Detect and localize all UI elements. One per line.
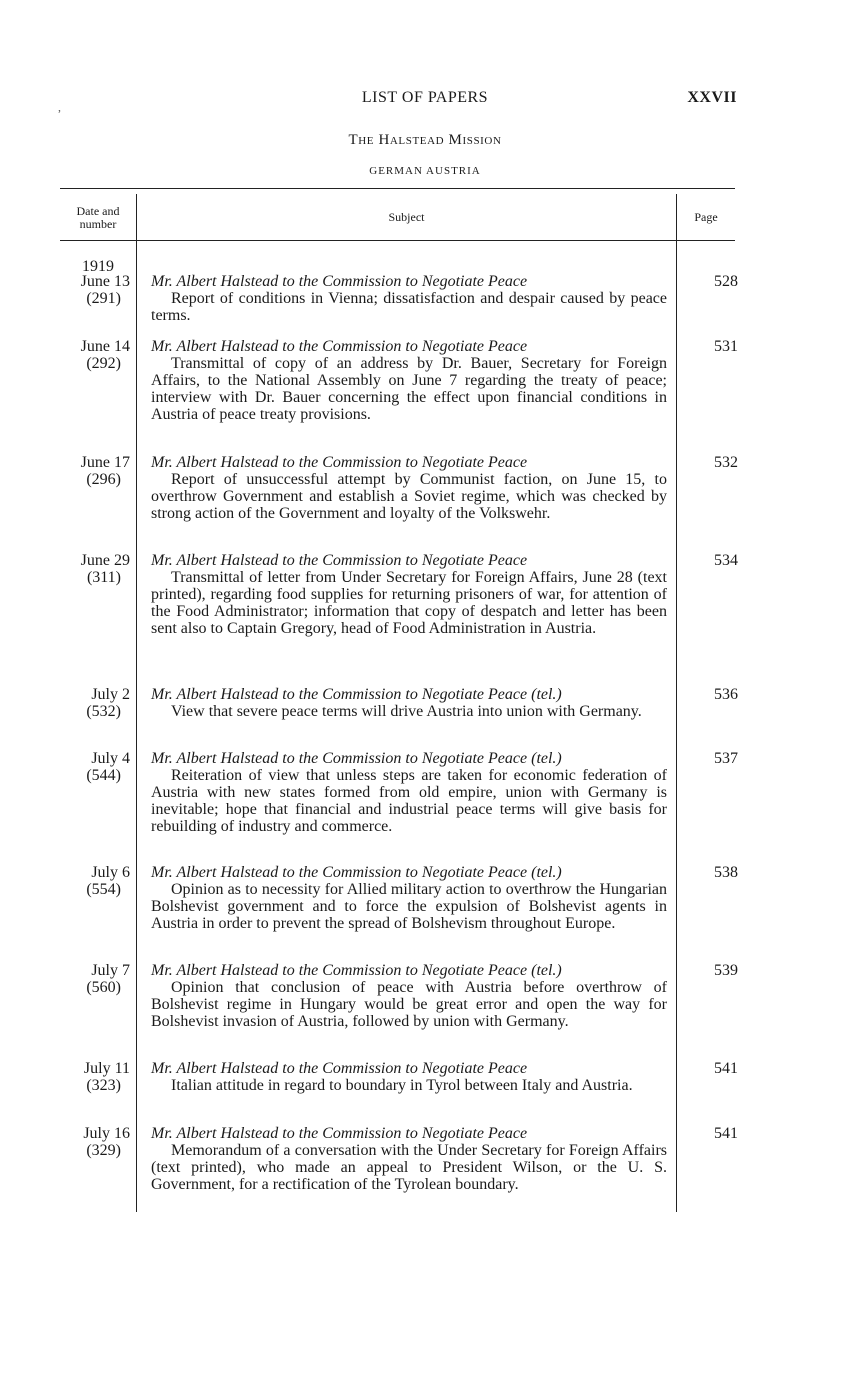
- entry-description: Memorandum of a conversation with the Under Secretary for Foreign Affairs (text printed), who made an appeal to President Wilson, or the U. S. Government, for a rectification of the Tyrolean boundary.: [151, 1142, 667, 1193]
- header-date-number: [60, 205, 136, 231]
- entry-title: Mr. Albert Halstead to the Commission to Negotiate Peace: [151, 1125, 528, 1142]
- entry-date: June 13: [80, 273, 130, 290]
- entry-title: Mr. Albert Halstead to the Commission to Negotiate Peace: [151, 1060, 528, 1077]
- entry-description: Reiteration of view that unless steps are taken for economic federation of Austria with new states formed from old empire, union with Germany is inevitable; hope that financial and industrial peace terms will give basis for rebuilding of industry and commerce.: [151, 767, 667, 835]
- entry-date: July 7: [91, 962, 130, 979]
- entry-page: 541: [714, 1060, 738, 1077]
- entry-number: (291): [86, 290, 121, 307]
- entry-number: (554): [86, 881, 121, 898]
- entry-number: (292): [86, 355, 121, 372]
- column-divider-page: [676, 194, 677, 1212]
- entry-description: Transmittal of letter from Under Secretary for Foreign Affairs, June 28 (text printed), regarding food supplies for returning prisoners of war, for attention of the Food Administrator; information that copy of despatch and letter has been sent also to Captain Gregory, head of Food Administration in Austria.: [151, 569, 667, 637]
- entry-page: 532: [714, 454, 738, 471]
- entry-number: (329): [86, 1142, 121, 1159]
- entry-subject: [151, 1125, 667, 1193]
- entry-title: Mr. Albert Halstead to the Commission to Negotiate Peace: [151, 552, 528, 569]
- entry-date-number: [60, 338, 130, 372]
- entry-date-number: [60, 686, 130, 720]
- entry-title: Mr. Albert Halstead to the Commission to Negotiate Peace: [151, 273, 528, 290]
- entry-subject: [151, 552, 667, 637]
- entry-description: View that severe peace terms will drive Austria into union with Germany.: [171, 703, 642, 720]
- section-subtitle: GERMAN AUSTRIA: [369, 165, 481, 177]
- header-subject: Subject: [388, 210, 425, 224]
- entry-title: Mr. Albert Halstead to the Commission to Negotiate Peace (tel.): [151, 750, 562, 767]
- entry-subject: [151, 962, 667, 1030]
- entry-date: July 2: [91, 686, 130, 703]
- header-page: Page: [694, 210, 718, 224]
- entry-subject: [151, 686, 667, 720]
- header-date-line2: number: [79, 217, 117, 231]
- entry-title: Mr. Albert Halstead to the Commission to Negotiate Peace (tel.): [151, 962, 562, 979]
- entry-description: Italian attitude in regard to boundary in Tyrol between Italy and Austria.: [171, 1077, 633, 1094]
- entry-date: July 11: [83, 1060, 130, 1077]
- running-head: [0, 89, 850, 111]
- entry-description: Transmittal of copy of an address by Dr. Bauer, Secretary for Foreign Affairs, to the National Assembly on June 7 regarding the treaty of peace; interview with Dr. Bauer concerning the effect upon financial conditions in Austria of peace treaty provisions.: [151, 355, 667, 423]
- entry-subject: [151, 454, 667, 522]
- entry-date-number: [60, 1060, 130, 1094]
- header-date-line1: Date and: [76, 204, 120, 218]
- entry-number: (544): [86, 767, 121, 784]
- entry-date: June 17: [80, 454, 130, 471]
- entry-date-number: [60, 1125, 130, 1159]
- entry-description: Opinion that conclusion of peace with Austria before overthrow of Bolshevist regime in Hungary would be great error and open the way for Bolshevist invasion of Austria, followed by union with Germany.: [151, 979, 667, 1030]
- entry-date-number: [60, 864, 130, 898]
- entry-title: Mr. Albert Halstead to the Commission to Negotiate Peace: [151, 338, 528, 355]
- entry-page: 536: [714, 686, 738, 703]
- running-title: LIST OF PAPERS: [361, 89, 489, 106]
- entry-subject: [151, 1060, 667, 1094]
- entry-number: (560): [86, 979, 121, 996]
- entry-date: June 14: [80, 338, 130, 355]
- entry-date: July 16: [83, 1125, 130, 1142]
- year-label: 1919: [82, 258, 114, 275]
- entry-date-number: [60, 454, 130, 488]
- stray-mark: ,: [58, 100, 61, 114]
- entry-description: Report of conditions in Vienna; dissatisfaction and despair caused by peace terms.: [151, 290, 667, 324]
- entry-page: 528: [714, 273, 738, 290]
- entry-date: July 6: [91, 864, 130, 881]
- entry-number: (296): [86, 471, 121, 488]
- entry-subject: [151, 338, 667, 423]
- entry-page: 541: [714, 1125, 738, 1142]
- page-numeral: XXVII: [687, 89, 737, 106]
- entry-date-number: [60, 962, 130, 996]
- entry-page: 538: [714, 864, 738, 881]
- entry-date: July 4: [91, 750, 130, 767]
- entry-page: 539: [714, 962, 738, 979]
- entry-number: (323): [86, 1077, 121, 1094]
- entry-title: Mr. Albert Halstead to the Commission to Negotiate Peace (tel.): [151, 686, 562, 703]
- entry-date-number: [60, 552, 130, 586]
- entry-number: (311): [86, 569, 121, 586]
- entry-subject: [151, 864, 667, 932]
- entry-number: (532): [86, 703, 121, 720]
- table-top-rule: [60, 188, 735, 189]
- entry-page: 531: [714, 338, 738, 355]
- table-header-rule: [60, 240, 735, 241]
- section-title: The Halstead Mission: [348, 132, 502, 148]
- entry-page: 537: [714, 750, 738, 767]
- entry-date-number: [60, 750, 130, 784]
- entry-subject: [151, 750, 667, 835]
- entry-date: June 29: [80, 552, 130, 569]
- entry-description: Opinion as to necessity for Allied military action to overthrow the Hungarian Bolshevist government and to force the expulsion of Bolshevist agents in Austria in order to prevent the spread of Bolshevism throughout Europe.: [151, 881, 667, 932]
- column-divider-date: [136, 194, 137, 1212]
- entry-title: Mr. Albert Halstead to the Commission to Negotiate Peace (tel.): [151, 864, 562, 881]
- entry-title: Mr. Albert Halstead to the Commission to Negotiate Peace: [151, 454, 528, 471]
- entry-subject: [151, 273, 667, 324]
- entry-date-number: [60, 273, 130, 307]
- entry-page: 534: [714, 552, 738, 569]
- entry-description: Report of unsuccessful attempt by Communist faction, on June 15, to overthrow Government and establish a Soviet regime, which was checked by strong action of the Government and loyalty of the Volkswehr.: [151, 471, 667, 522]
